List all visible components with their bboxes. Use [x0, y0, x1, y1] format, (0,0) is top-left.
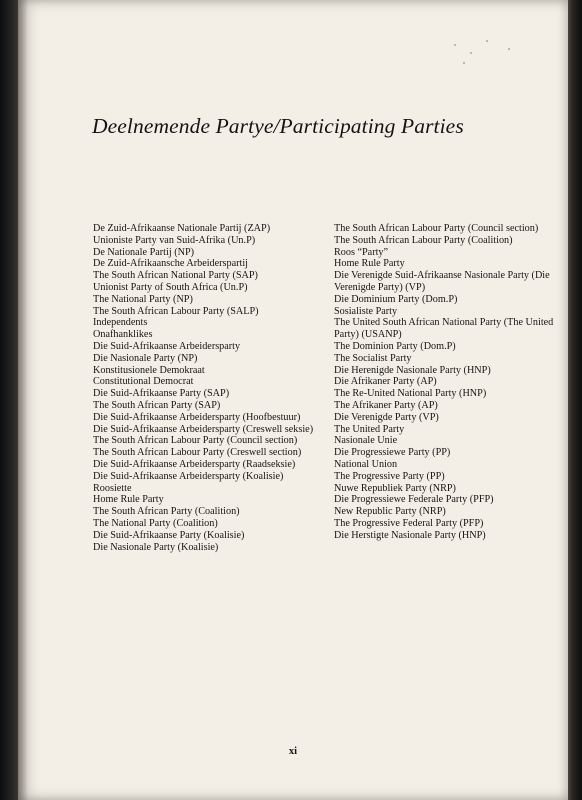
party-entry: Konstitusionele Demokraat [93, 364, 205, 376]
party-entry: The South African Labour Party (Creswell section) [93, 447, 302, 459]
party-entry: De Nationale Partij (NP) [93, 246, 194, 258]
party-entry: De Zuid-Afrikaansche Arbeiderspartij [93, 258, 249, 270]
party-entry: Roosiette [93, 482, 132, 494]
gutter-shadow [18, 0, 28, 800]
party-entry: Party) (USANP) [334, 329, 402, 341]
party-entry: The South African National Party (SAP) [93, 270, 258, 282]
party-entry: Die Verenigde Party (VP) [334, 411, 439, 423]
party-entry: Independents [93, 317, 148, 329]
party-entry: The National Party (NP) [93, 293, 193, 305]
scan-border-left [0, 0, 18, 800]
party-entry: Nuwe Republiek Party (NRP) [334, 482, 456, 494]
page-title: Deelnemende Partye/Participating Parties [92, 114, 464, 138]
party-entry: Die Nasionale Party (NP) [93, 352, 198, 364]
party-entry: The South African Party (SAP) [93, 399, 221, 411]
party-entry: The United South African National Party (The United [334, 317, 554, 329]
party-entry: Home Rule Party [93, 494, 164, 506]
party-entry: Constitutional Democrat [93, 376, 194, 388]
party-entry: Die Progressiewe Party (PP) [334, 447, 451, 459]
party-entry: Unioniste Party van Suid-Afrika (Un.P) [93, 234, 256, 246]
party-entry: Die Suid-Afrikaanse Arbeidersparty (Koalisie) [93, 470, 284, 482]
party-entry: Die Dominium Party (Dom.P) [334, 293, 458, 305]
party-entry: Roos “Party” [334, 246, 389, 258]
party-entry: Die Afrikaner Party (AP) [334, 376, 437, 388]
book-page [18, 0, 568, 800]
party-entry: The South African Labour Party (Council section) [93, 435, 298, 447]
paper-speck [454, 44, 456, 46]
party-entry: The South African Labour Party (Council section) [334, 223, 539, 234]
party-entry: Onafhanklikes [93, 329, 153, 341]
party-entry: Nasionale Unie [334, 435, 398, 447]
party-entry: The South African Labour Party (SALP) [93, 305, 259, 317]
party-entry: The Progressive Party (PP) [334, 470, 445, 482]
party-entry: Die Herstigte Nasionale Party (HNP) [334, 529, 486, 541]
party-entry: Die Suid-Afrikaanse Party (Koalisie) [93, 529, 245, 541]
party-entry: Die Progressiewe Federale Party (PFP) [334, 494, 494, 506]
party-entry: Die Verenigde Suid-Afrikaanse Nasionale Party (Die [334, 270, 550, 282]
party-entry: Sosialiste Party [334, 305, 398, 317]
party-entry: The South African Labour Party (Coalition) [334, 234, 513, 246]
party-entry: Die Nasionale Party (Koalisie) [93, 541, 219, 553]
paper-speck [463, 62, 465, 64]
party-entry: The South African Party (Coalition) [93, 506, 240, 518]
party-entry: New Republic Party (NRP) [334, 506, 446, 518]
party-entry: The Re-United National Party (HNP) [334, 388, 487, 400]
party-entry: Unionist Party of South Africa (Un.P) [93, 281, 248, 293]
party-entry: The Socialist Party [334, 352, 412, 364]
page-number: xi [288, 746, 298, 757]
party-list-left [93, 223, 328, 553]
paper-speck [486, 40, 488, 42]
paper-speck [470, 52, 472, 54]
party-entry: Die Suid-Afrikaanse Party (SAP) [93, 388, 230, 400]
party-entry: The National Party (Coalition) [93, 517, 218, 529]
paper-speck [508, 48, 510, 50]
party-entry: Die Suid-Afrikaanse Arbeidersparty (Hoofbestuur) [93, 411, 301, 423]
party-entry: Home Rule Party [334, 258, 405, 270]
party-entry: Die Suid-Afrikaanse Arbeidersparty (Creswell seksie) [93, 423, 314, 435]
party-entry: Die Suid-Afrikaanse Arbeidersparty (Raadseksie) [93, 458, 296, 470]
party-entry: The Afrikaner Party (AP) [334, 399, 438, 411]
party-entry: National Union [334, 458, 398, 470]
party-entry: The United Party [334, 423, 405, 435]
party-entry: Die Herenigde Nasionale Party (HNP) [334, 364, 491, 376]
party-entry: The Dominion Party (Dom.P) [334, 340, 456, 352]
party-entry: The Progressive Federal Party (PFP) [334, 517, 484, 529]
party-entry: Die Suid-Afrikaanse Arbeidersparty [93, 340, 241, 352]
party-entry: De Zuid-Afrikaanse Nationale Partij (ZAP) [93, 223, 271, 234]
party-list-right [334, 223, 574, 542]
party-entry: Verenigde Party) (VP) [334, 281, 426, 293]
